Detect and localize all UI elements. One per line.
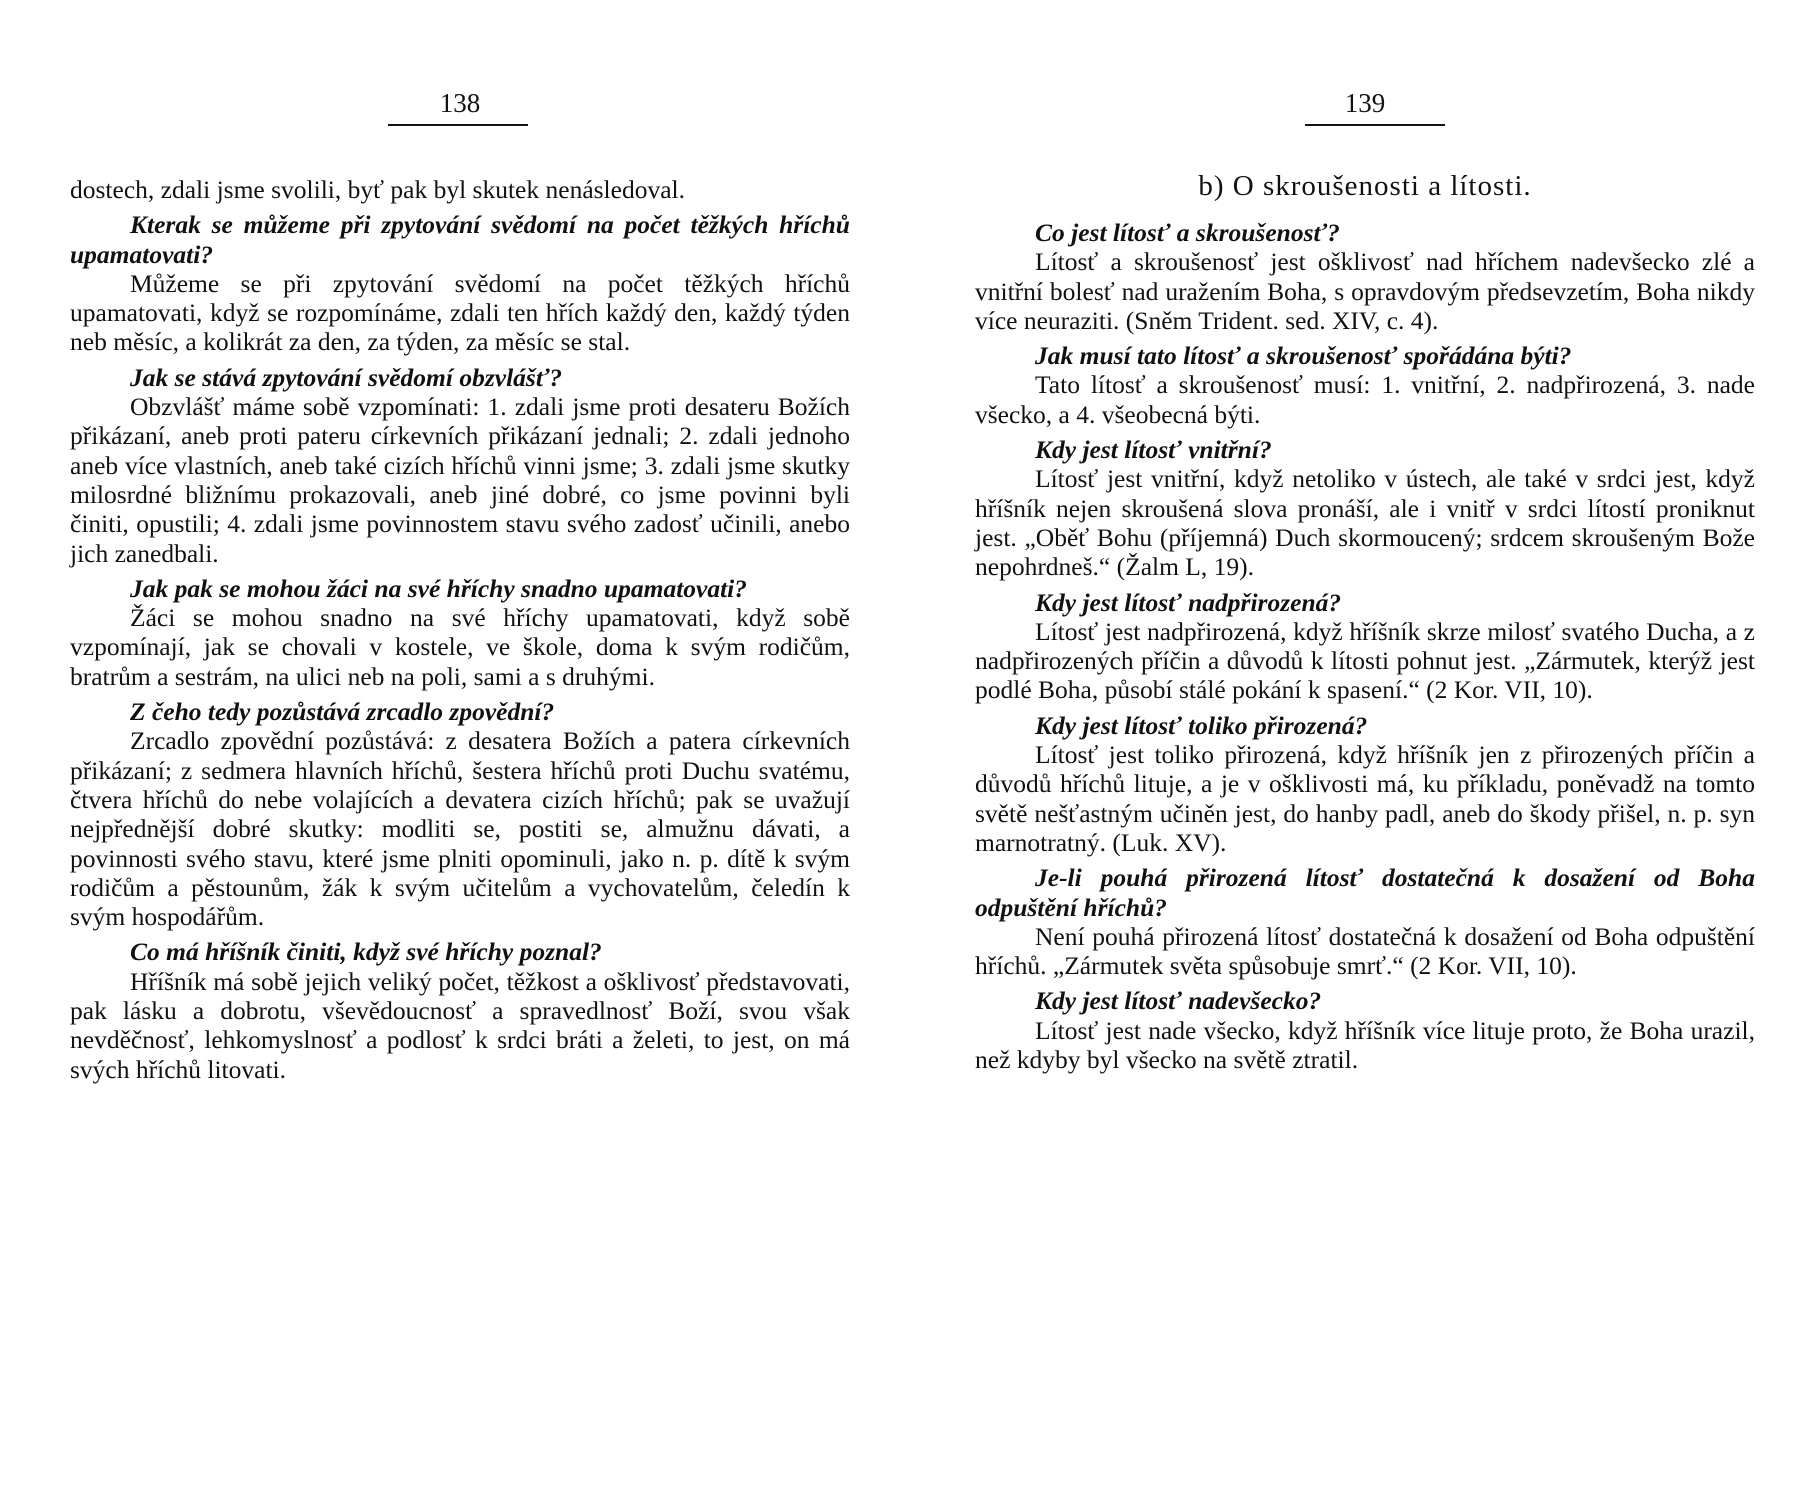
question: Kdy jest lítosť nadevšecko?	[1035, 986, 1322, 1016]
question: Kdy jest lítosť vnitřní?	[1035, 435, 1272, 465]
section-title: b) O skroušenosti a lítosti.	[1198, 170, 1532, 202]
page-number-rule	[1305, 124, 1445, 126]
page-number: 138	[439, 88, 481, 118]
right-page	[975, 0, 1755, 1500]
answer: Lítosť jest nadpřirozená, když hříšník skrze milosť svatého Ducha, a z nadpřirozených příčin a důvodů k lítosti pohnut jest. „Zármutek, kterýž jest podlé Boha, působí stálé pokání k spasení.“ (2 Kor. VII, 10).	[975, 616, 1755, 705]
answer: Hříšník má sobě jejich veliký počet, těžkost a ošklivosť představovati, pak lásku a dobrotu, vševědoucnosť a spravedlnosť Boží, svou však nevděčnosť, lehkomyslnosť a podlosť k srdci bráti a želeti, to jest, on má svých hříchů litovati.	[70, 966, 850, 1084]
question: Kterak se můžeme při zpytování svědomí na počet těžkých hříchů upamatovati?	[70, 210, 850, 269]
answer: Lítosť jest toliko přirozená, když hříšník jen z přirozených příčin a důvodů hříchů lituje, a je v ošklivosti má, ku příkladu, poněvadž na tomto světě nešťastným učiněn jest, do hanby padl, aneb do škody přišel, n. p. syn marnotratný. (Luk. XV).	[975, 740, 1755, 857]
answer: Lítosť a skroušenosť jest ošklivosť nad hříchem nadevšecko zlé a vnitřní bolesť nad uražením Boha, s opravdovým předsevzetím, Boha nikdy více neuraziti. (Sněm Trident. sed. XIV, c. 4).	[975, 247, 1755, 335]
question: Jak musí tato lítosť a skroušenosť spořádána býti?	[1035, 341, 1572, 371]
question: Jak pak se mohou žáci na své hříchy snadno upamatovati?	[130, 573, 748, 603]
answer: Můžeme se při zpytování svědomí na počet těžkých hříchů upamatovati, když se rozpomínáme, zdali ten hřích každý den, každý týden neb měsíc, a kolikrát za den, za týden, za měsíc se stal.	[70, 268, 850, 357]
question: Je-li pouhá přirozená lítosť dostatečná k dosažení od Boha odpuštění hříchů?	[975, 863, 1755, 922]
question: Co má hříšník činiti, když své hříchy poznal?	[130, 937, 602, 967]
page-body	[975, 168, 1755, 1074]
left-page	[70, 0, 850, 1500]
answer: Lítosť jest nade všecko, když hříšník více lituje proto, že Boha urazil, než kdyby byl všecko na světě ztratil.	[975, 1015, 1755, 1075]
question: Kdy jest lítosť toliko přirozená?	[1035, 710, 1368, 740]
page-number-rule	[388, 124, 528, 126]
answer: Obzvlášť máme sobě vzpomínati: 1. zdali jsme proti desateru Božích přikázaní, aneb proti pateru církevních přikázaní jednali; 2. zdali jednoho aneb více vlastních, aneb také cizích hříchů vinni jsme; 3. zdali jsme skutky milosrdné bližnímu prokazovali, aneb jiné dobré, co jsme povinni byli činiti, opustili; 4. zdali jsme povinnostem stavu svého zadosť učinili, anebo jich zanedbali.	[70, 392, 850, 568]
question: Co jest lítosť a skroušenosť?	[1035, 218, 1340, 247]
question: Jak se stává zpytování svědomí obzvlášť?	[130, 362, 563, 392]
answer: Lítosť jest vnitřní, když netoliko v ústech, ale také v srdci jest, když hříšník nejen skroušená slova pronáší, ale i vnitř v srdci lítostí proniknut jest. „Oběť Bohu (příjemná) Duch skormoucený; srdcem skroušeným Bože nepohrdneš.“ (Žalm L, 19).	[975, 464, 1755, 582]
question: Z čeho tedy pozůstává zrcadlo zpovědní?	[130, 697, 555, 727]
answer: Tato lítosť a skroušenosť musí: 1. vnitřní, 2. nadpřirozená, 3. nade všecko, a 4. všeobecná býti.	[975, 370, 1755, 429]
answer: Žáci se mohou snadno na své hříchy upamatovati, když sobě vzpomínají, jak se chovali v kostele, ve škole, doma k svým rodičům, bratrům a sestrám, na ulici neb na poli, sami a s druhými.	[70, 603, 850, 691]
page-body	[70, 175, 850, 1084]
answer: Zrcadlo zpovědní pozůstává: z desatera Božích a patera církevních přikázaní; z sedmera hlavních hříchů, šestera hříchů proti Duchu svatému, čtvera hříchů do nebe volajících a devatera cizích hříchů; pak se uvažují nejpřednější dobré skutky: modliti se, postiti se, almužnu dávati, a povinnosti svého stavu, které jsme plniti opominuli, jako n. p. dítě k svým rodičům a pěstounům, žák k svým učitelům a vychovatelům, čeledín k svým hospodářům.	[70, 726, 850, 932]
question: Kdy jest lítosť nadpřirozená?	[1035, 587, 1342, 617]
answer: Není pouhá přirozená lítosť dostatečná k dosažení od Boha odpuštění hříchů. „Zármutek světa spůsobuje smrť.“ (2 Kor. VII, 10).	[975, 921, 1755, 981]
page-number: 139	[1344, 88, 1386, 118]
continuation-text: dostech, zdali jsme svolili, byť pak byl skutek nenásledoval.	[70, 175, 685, 204]
